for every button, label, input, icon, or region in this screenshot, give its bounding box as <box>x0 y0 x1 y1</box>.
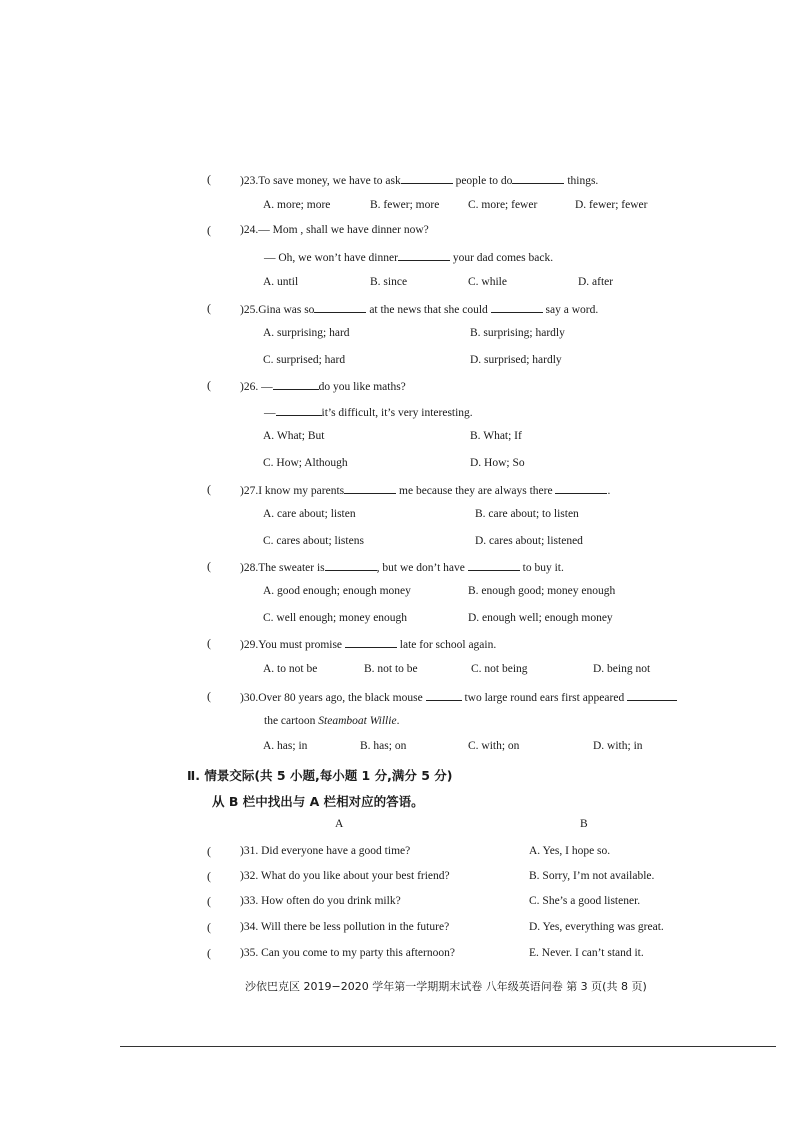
option: D. after <box>578 276 614 288</box>
question-text: )24.— Mom , shall we have dinner now? <box>240 224 429 236</box>
option: A. What; But <box>263 430 325 442</box>
option: D. How; So <box>470 457 525 469</box>
column-b-header: B <box>580 818 588 830</box>
option: C. while <box>468 276 507 288</box>
answer-paren[interactable]: ( <box>207 946 211 960</box>
question-text: )30.Over 80 years ago, the black mouse two large round ears first appeared <box>240 690 677 704</box>
blank <box>401 173 453 184</box>
option: D. cares about; listened <box>475 535 583 547</box>
option: D. enough well; enough money <box>468 612 613 624</box>
option: B. has; on <box>360 740 407 752</box>
answer-paren[interactable]: ( <box>207 223 211 237</box>
answer-paren[interactable]: ( <box>207 894 211 908</box>
section-title: Ⅱ. 情景交际(共 5 小题,每小题 1 分,满分 5 分) <box>187 768 453 783</box>
question-text-line2: — Oh, we won’t have dinner your dad comes back. <box>264 252 554 264</box>
option: C. cares about; listens <box>263 535 364 547</box>
match-answer: D. Yes, everything was great. <box>529 921 664 933</box>
match-answer: B. Sorry, I’m not available. <box>529 870 655 882</box>
answer-paren[interactable]: ( <box>207 559 211 573</box>
blank <box>627 690 677 701</box>
match-question: )31. Did everyone have a good time? <box>240 845 411 857</box>
question-text: )27.I know my parents me because they are always there . <box>240 485 611 497</box>
section-instruction: 从 B 栏中找出与 A 栏相对应的答语。 <box>212 794 424 809</box>
option: A. surprising; hard <box>263 327 350 339</box>
match-answer: E. Never. I can’t stand it. <box>529 947 644 959</box>
match-answer: A. Yes, I hope so. <box>529 845 611 857</box>
option: D. fewer; fewer <box>575 199 648 211</box>
option: A. until <box>263 276 299 288</box>
blank <box>468 560 520 571</box>
question-text-line2: — it’s difficult, it’s very interesting. <box>264 407 473 419</box>
option: A. has; in <box>263 740 308 752</box>
blank <box>325 560 377 571</box>
question-text: )23.To save money, we have to ask people to do things. <box>240 175 599 187</box>
match-answer: C. She’s a good listener. <box>529 895 641 907</box>
answer-paren[interactable]: ( <box>207 920 211 934</box>
answer-paren[interactable]: ( <box>207 482 211 496</box>
answer-paren[interactable]: ( <box>207 301 211 315</box>
match-question: )32. What do you like about your best friend? <box>240 870 450 882</box>
blank <box>426 690 462 701</box>
match-question: )34. Will there be less pollution in the future? <box>240 921 450 933</box>
question-text: )29.You must promise late for school again. <box>240 639 497 651</box>
answer-paren[interactable]: ( <box>207 636 211 650</box>
option: D. surprised; hardly <box>470 354 562 366</box>
question-text: )25.Gina was so at the news that she could say a word. <box>240 304 599 316</box>
option: B. since <box>370 276 408 288</box>
option: A. good enough; enough money <box>263 585 411 597</box>
blank <box>398 250 450 261</box>
option: B. fewer; more <box>370 199 440 211</box>
question-text: )26. — do you like maths? <box>240 381 406 393</box>
match-question: )33. How often do you drink milk? <box>240 895 401 907</box>
match-question: )35. Can you come to my party this afternoon? <box>240 947 455 959</box>
question-text-line2: the cartoon Steamboat Willie. <box>264 715 400 727</box>
blank <box>273 379 319 390</box>
blank <box>344 483 396 494</box>
answer-paren[interactable]: ( <box>207 378 211 392</box>
option: C. How; Although <box>263 457 348 469</box>
blank <box>491 302 543 313</box>
blank <box>314 302 366 313</box>
answer-paren[interactable]: ( <box>207 844 211 858</box>
option: A. more; more <box>263 199 331 211</box>
option: B. enough good; money enough <box>468 585 616 597</box>
option: D. being not <box>593 663 651 675</box>
blank <box>512 173 564 184</box>
question-text: )28.The sweater is , but we don’t have to buy it. <box>240 562 564 574</box>
option: B. not to be <box>364 663 418 675</box>
blank <box>345 637 397 648</box>
answer-paren[interactable]: ( <box>207 689 211 703</box>
answer-paren[interactable]: ( <box>207 869 211 883</box>
option: B. What; If <box>470 430 522 442</box>
option: A. to not be <box>263 663 318 675</box>
option: B. surprising; hardly <box>470 327 565 339</box>
option: D. with; in <box>593 740 643 752</box>
option: C. not being <box>471 663 528 675</box>
blank <box>555 483 607 494</box>
answer-paren[interactable]: ( <box>207 172 211 186</box>
bottom-rule <box>120 1046 776 1047</box>
option: A. care about; listen <box>263 508 356 520</box>
option: B. care about; to listen <box>475 508 579 520</box>
blank <box>276 405 322 416</box>
option: C. surprised; hard <box>263 354 346 366</box>
column-a-header: A <box>335 818 344 830</box>
option: C. more; fewer <box>468 199 538 211</box>
page-footer: 沙依巴克区 2019−2020 学年第一学期期末试卷 八年级英语问卷 第 3 页(共 8 页) <box>245 980 647 993</box>
option: C. well enough; money enough <box>263 612 408 624</box>
option: C. with; on <box>468 740 520 752</box>
